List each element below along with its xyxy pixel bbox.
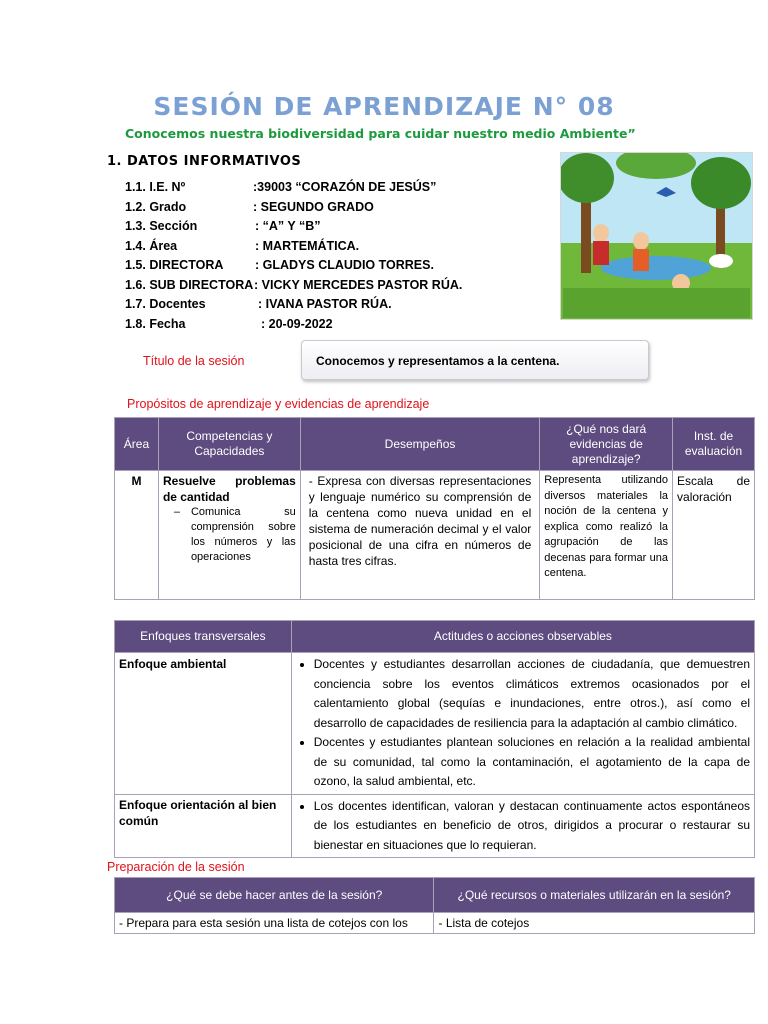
info-label: 1.6. SUB DIRECTORA xyxy=(125,277,254,292)
attitude-item: • Los docentes identifican, valoran y destacan continuamente actos espontáneos de los estudiantes en beneficio de otros, dirigidos a procurar o restaurar su bienestar en situaciones que lo requieran. xyxy=(314,797,750,856)
competence-text: Resuelve problemas de cantidad xyxy=(162,474,296,504)
attitudes-environmental xyxy=(291,653,754,795)
header-evidence: ¿Qué nos dará evidencias de aprendizaje? xyxy=(540,418,673,471)
session-title-box: Conocemos y representamos a la centena. xyxy=(301,340,649,380)
header-attitudes: Actitudes o acciones observables xyxy=(291,621,754,653)
before-session-cell: - Prepara para esta sesión una lista de cotejos con los xyxy=(115,913,434,934)
approaches-table xyxy=(114,620,755,858)
header-approaches: Enfoques transversales xyxy=(115,621,292,653)
info-value: : 20-09-2022 xyxy=(261,316,333,331)
children-nature-illustration xyxy=(560,152,753,320)
info-label: 1.4. Área xyxy=(125,238,178,253)
info-label: 1.7. Docentes xyxy=(125,297,206,311)
evidence-cell: Representa utilizando diversos materiales la noción de la centena y explica como realizó la agrupación de las decenas para formar una centena. xyxy=(540,471,673,600)
info-value: : “A” Y “B” xyxy=(255,219,321,233)
header-area: Área xyxy=(115,418,159,471)
info-row xyxy=(125,200,565,220)
area-cell: M xyxy=(115,471,159,600)
info-label: 1.2. Grado xyxy=(125,199,187,214)
info-value: : VICKY MERCEDES PASTOR RÚA. xyxy=(254,277,463,292)
info-value: :39003 “CORAZÓN DE JESÚS” xyxy=(253,180,437,194)
instrument-cell: Escala de valoración xyxy=(673,471,755,600)
info-row xyxy=(125,258,565,278)
info-row xyxy=(125,297,565,317)
info-value: : MARTEMÁTICA. xyxy=(255,238,360,253)
attitude-item: • Docentes y estudiantes desarrollan acciones de ciudadanía, que demuestren conciencia sobre los eventos climáticos extremos ocasionados por el calentamiento global (sequías e inundaciones, entre otros.), así como el desarrollo de capacidades de resiliencia para la adaptación al cambio climático. xyxy=(314,655,750,733)
info-row xyxy=(125,219,565,239)
resources-cell: - Lista de cotejos xyxy=(434,913,755,934)
info-label: 1.5. DIRECTORA xyxy=(125,258,224,272)
purposes-table xyxy=(114,417,755,600)
document-title: SESIÓN DE APRENDIZAJE N° 08 xyxy=(153,92,615,121)
performance-cell: - Expresa con diversas representaciones y lenguaje numérico su comprensión de la centena como nueva unidad en el sistema de numeración decimal y el valor posicional de una cifra en números de hasta tres cifras. xyxy=(300,471,540,600)
section-heading-datos: 1. DATOS INFORMATIVOS xyxy=(107,154,302,169)
info-label: 1.1. I.E. Nº xyxy=(125,180,186,194)
info-row xyxy=(125,239,565,259)
approach-environmental: Enfoque ambiental xyxy=(115,653,292,795)
document-subtitle: Conocemos nuestra biodiversidad para cuidar nuestro medio Ambiente” xyxy=(125,126,636,141)
info-label: 1.3. Sección xyxy=(125,219,198,233)
competence-cell xyxy=(158,471,300,600)
preparation-table xyxy=(114,877,755,934)
info-label: 1.8. Fecha xyxy=(125,316,186,331)
info-row xyxy=(125,317,565,337)
info-value: : SEGUNDO GRADO xyxy=(253,199,374,214)
header-performance: Desempeños xyxy=(300,418,540,471)
header-before-session: ¿Qué se debe hacer antes de la sesión? xyxy=(115,878,434,913)
capacity-item: – Comunica su comprensión sobre los números y las operaciones xyxy=(173,506,296,563)
info-list xyxy=(125,180,565,336)
header-instrument: Inst. de evaluación xyxy=(673,418,755,471)
session-title-label: Título de la sesión xyxy=(143,354,245,368)
info-row xyxy=(125,180,565,200)
info-value: : GLADYS CLAUDIO TORRES. xyxy=(255,258,434,272)
header-competences: Competencias y Capacidades xyxy=(158,418,300,471)
attitudes-common-good xyxy=(291,794,754,858)
info-row xyxy=(125,278,565,298)
info-value: : IVANA PASTOR RÚA. xyxy=(258,297,392,311)
purposes-label: Propósitos de aprendizaje y evidencias de aprendizaje xyxy=(127,397,430,411)
attitude-item: • Docentes y estudiantes plantean soluciones en relación a la realidad ambiental de su comunidad, tal como la contaminación, el agotamiento de la capa de ozono, la salud ambiental, etc. xyxy=(314,733,750,792)
approach-common-good: Enfoque orientación al bien común xyxy=(115,794,292,858)
header-resources: ¿Qué recursos o materiales utilizarán en la sesión? xyxy=(434,878,755,913)
capacity-text: Comunica su comprensión sobre los números y las operaciones xyxy=(190,506,296,563)
preparation-label: Preparación de la sesión xyxy=(107,860,245,874)
